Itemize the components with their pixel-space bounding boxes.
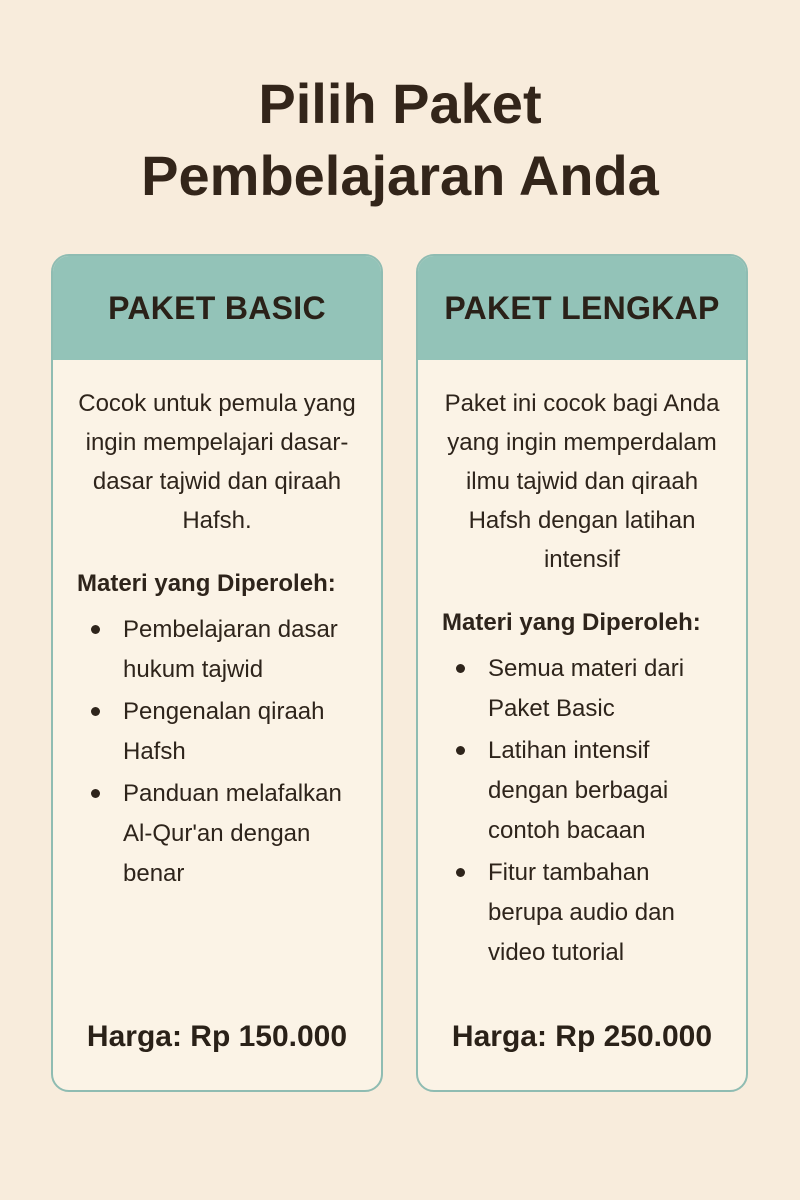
- basic-materials-title: Materi yang Diperoleh:: [77, 570, 336, 597]
- list-item: [442, 731, 726, 851]
- basic-package-description: Cocok untuk pemula yang ingin mempelajari dasar-dasar tajwid dan qiraah Hafsh.: [78, 390, 356, 534]
- material-text: Fitur tambahan berupa audio dan video tutorial: [488, 859, 675, 966]
- bullet-icon: [456, 664, 465, 673]
- material-text: Semua materi dari Paket Basic: [488, 655, 685, 722]
- material-text: Panduan melafalkan Al-Qur'an dengan benar: [123, 780, 342, 887]
- lengkap-materials-title: Materi yang Diperoleh:: [442, 609, 701, 636]
- page-title-line-1: Pilih Paket: [258, 72, 542, 135]
- page-title: [0, 68, 800, 212]
- lengkap-package-title: PAKET LENGKAP: [418, 256, 746, 360]
- list-item: [77, 610, 361, 690]
- list-item: [77, 692, 361, 772]
- basic-package-price: Harga: Rp 150.000: [86, 1020, 348, 1053]
- material-text: Pembelajaran dasar hukum tajwid: [123, 616, 338, 683]
- material-text: Pengenalan qiraah Hafsh: [123, 698, 325, 765]
- basic-package-title: PAKET BASIC: [53, 256, 381, 360]
- lengkap-package-card[interactable]: [416, 254, 748, 1092]
- bullet-icon: [456, 868, 465, 877]
- lengkap-materials-list: [442, 649, 726, 973]
- list-item: [442, 649, 726, 729]
- list-item: [442, 853, 726, 973]
- bullet-icon: [91, 625, 100, 634]
- material-text: Latihan intensif dengan berbagai contoh bacaan: [488, 737, 669, 844]
- basic-package-card[interactable]: [51, 254, 383, 1092]
- lengkap-package-description: Paket ini cocok bagi Anda yang ingin memperdalam ilmu tajwid dan qiraah Hafsh dengan latihan intensif: [444, 390, 720, 573]
- page-title-line-2: Pembelajaran Anda: [141, 144, 659, 207]
- bullet-icon: [91, 789, 100, 798]
- bullet-icon: [456, 746, 465, 755]
- bullet-icon: [91, 707, 100, 716]
- lengkap-package-price: Harga: Rp 250.000: [451, 1020, 713, 1053]
- list-item: [77, 774, 361, 894]
- basic-materials-list: [77, 610, 361, 894]
